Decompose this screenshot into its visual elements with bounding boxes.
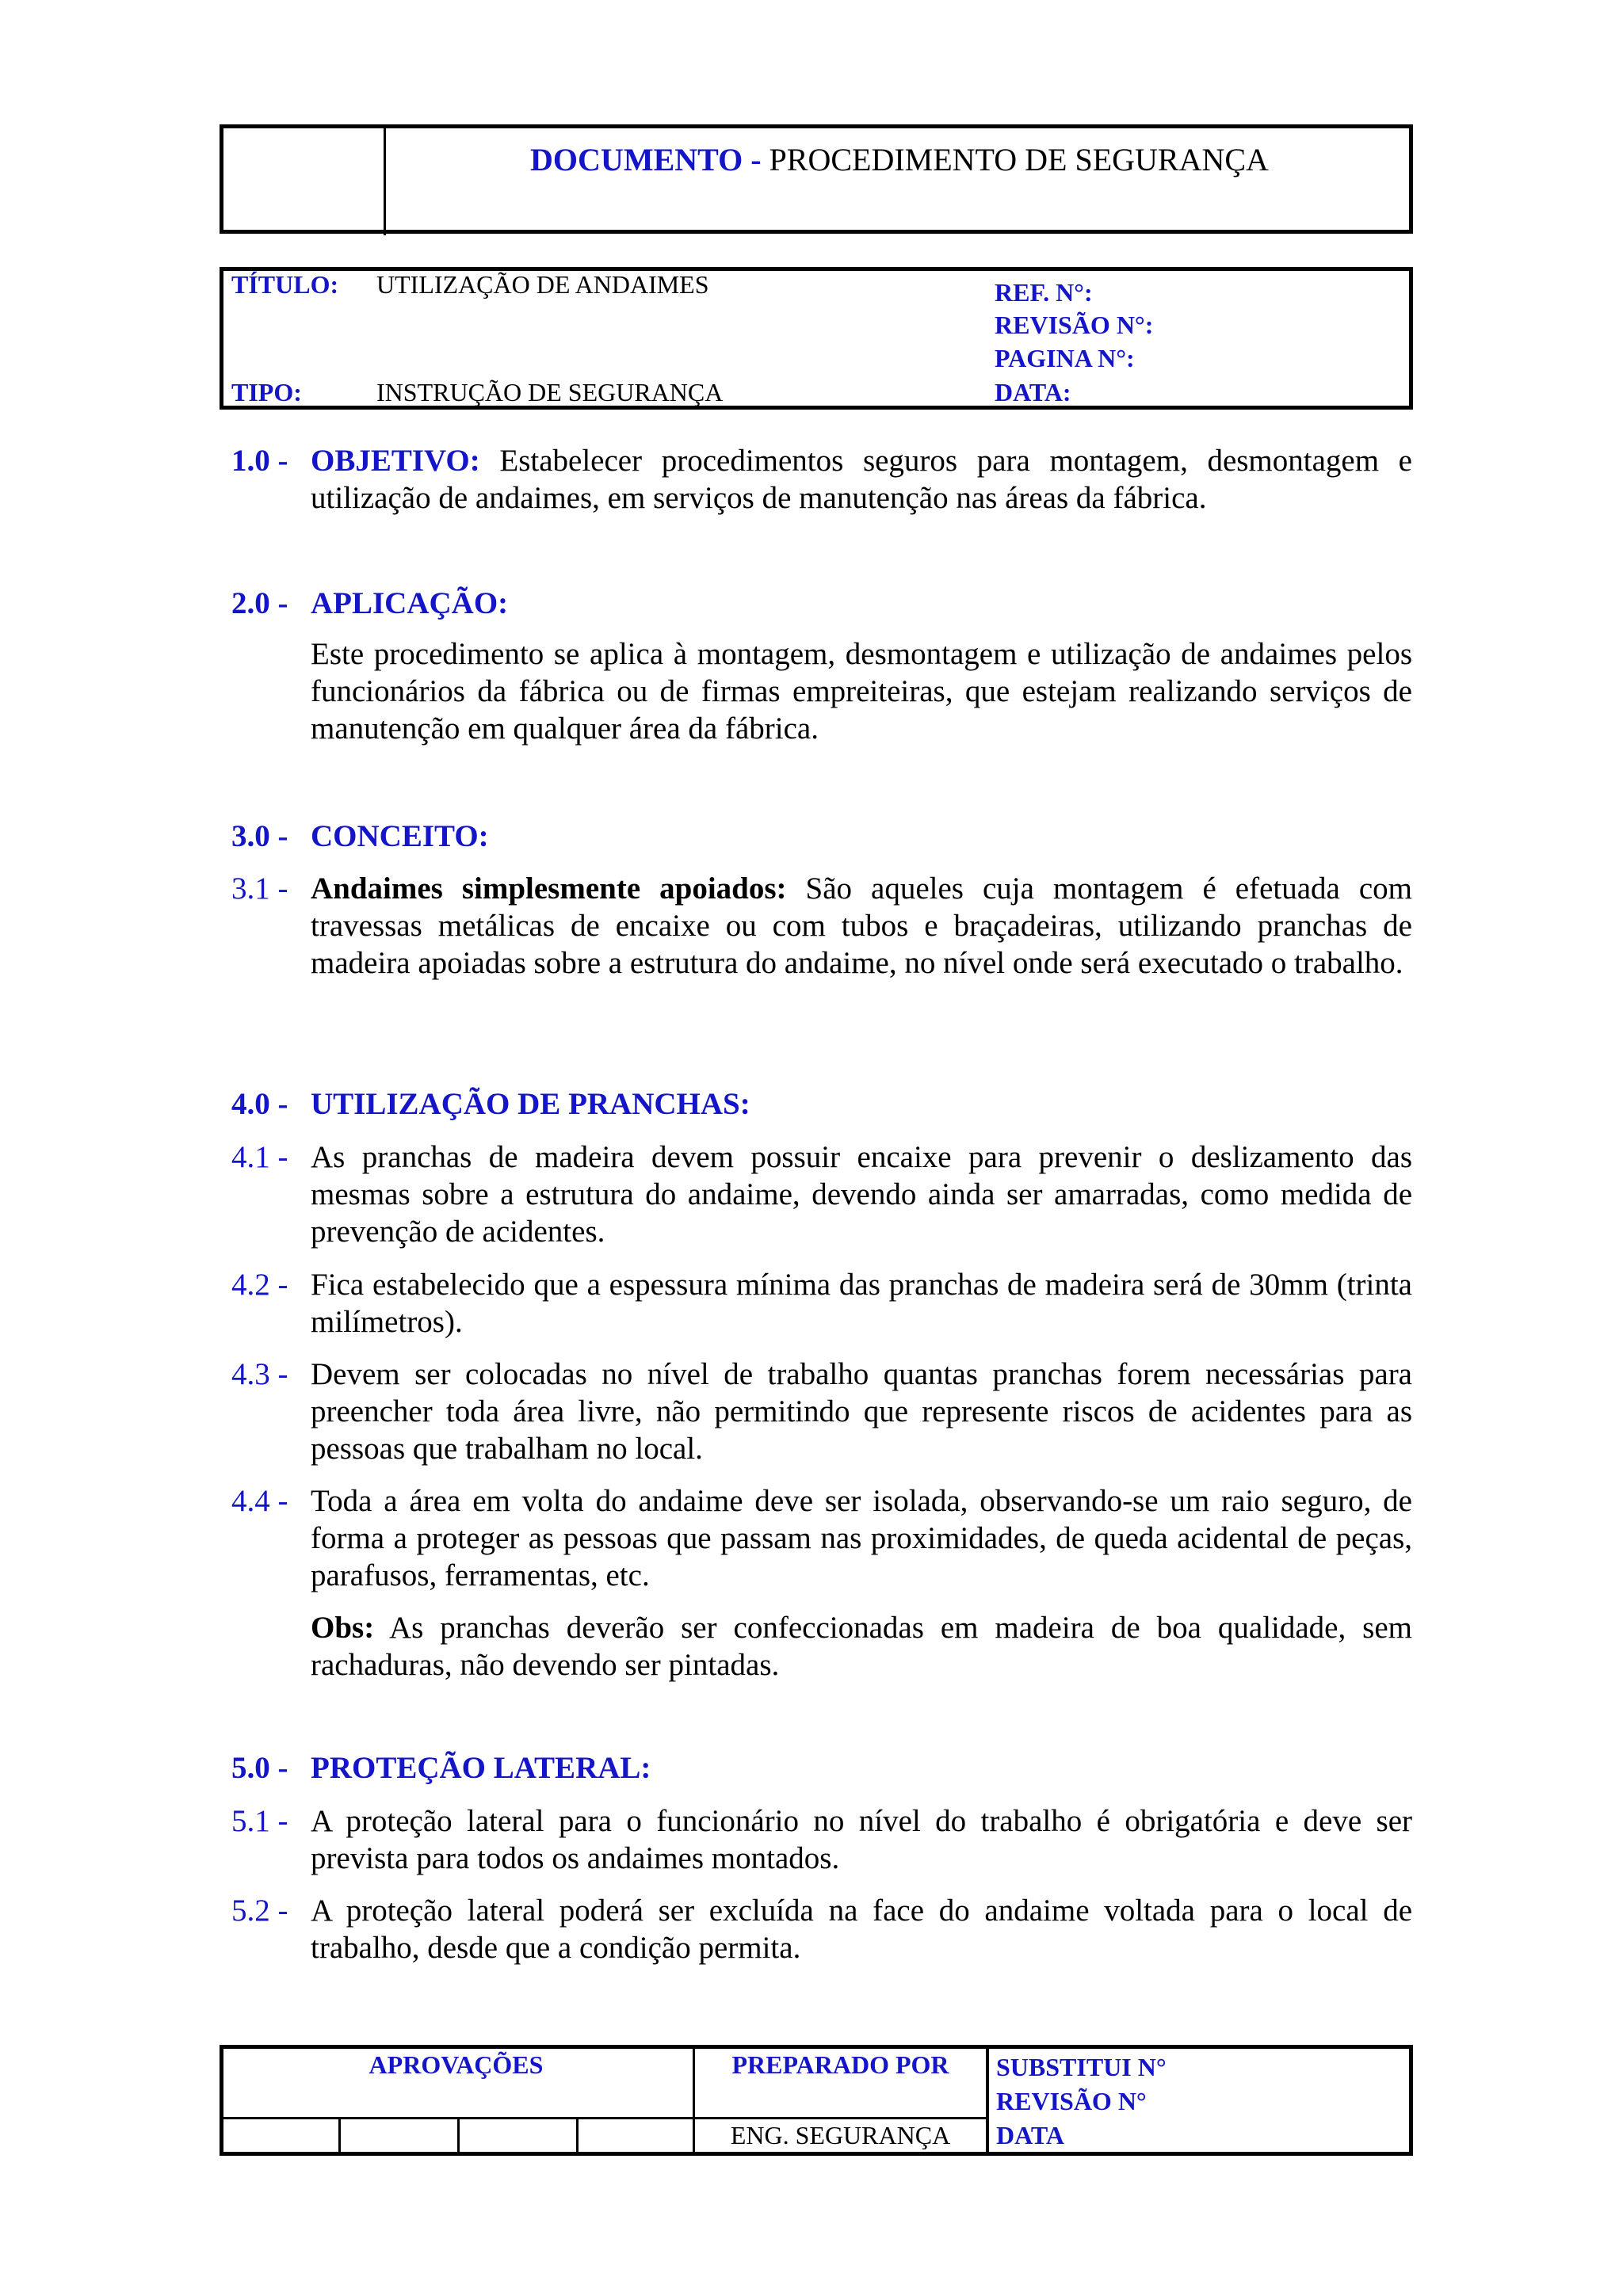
data-label: DATA:: [995, 378, 1071, 406]
item-4-3-number: 4.3 -: [231, 1357, 288, 1391]
item-5-2-number: 5.2 -: [231, 1894, 288, 1928]
preparado-por-value: ENG. SEGURANÇA: [730, 2121, 951, 2149]
section-1-title: OBJETIVO:: [311, 444, 480, 478]
approvals-divider-1: [338, 2117, 341, 2156]
approvals-divider-5: [986, 2045, 989, 2156]
section-5-title: PROTEÇÃO LATERAL:: [311, 1751, 651, 1785]
approvals-row-divider: [220, 2117, 988, 2119]
item-5-2-text: A proteção lateral poderá ser excluída na face do andaime voltada para o local de trabalho, desde que a condição permita.: [311, 1894, 1412, 1965]
document-title: [386, 141, 1413, 178]
item-3-1-text: [311, 870, 1412, 982]
section-2-title: APLICAÇÃO:: [311, 586, 509, 620]
section-1-text: [311, 442, 1412, 517]
item-3-1-number: 3.1 -: [231, 871, 288, 906]
section-3-number: 3.0 -: [231, 819, 288, 853]
footer-data-label: DATA: [996, 2121, 1064, 2149]
titulo-value: UTILIZAÇÃO DE ANDAIMES: [376, 270, 709, 299]
section-3-title: CONCEITO:: [311, 819, 489, 853]
observation-text: [311, 1609, 1412, 1684]
pagina-label: PAGINA N°:: [995, 344, 1135, 372]
section-2-number: 2.0 -: [231, 586, 288, 620]
section-4-heading: [231, 1085, 750, 1123]
item-3-1-term: Andaimes simplesmente apoiados:: [311, 871, 787, 906]
aprovacoes-label: APROVAÇÕES: [369, 2050, 544, 2079]
section-3-heading: [231, 818, 489, 855]
document-label: DOCUMENTO -: [530, 142, 762, 177]
item-4-2-number: 4.2 -: [231, 1268, 288, 1302]
revisao-label: REVISÃO N°:: [995, 311, 1154, 339]
section-5-number: 5.0 -: [231, 1751, 288, 1785]
item-4-4-text: Toda a área em volta do andaime deve ser isolada, observando-se um raio seguro, de forma a proteger as pessoas que passam nas proximidades, de queda acidental de peças, parafusos, ferramentas, etc.: [311, 1484, 1412, 1592]
approvals-divider-3: [576, 2117, 579, 2156]
preparado-por-label: PREPARADO POR: [731, 2050, 949, 2079]
item-4-3-text: Devem ser colocadas no nível de trabalho quantas pranchas forem necessárias para preencher toda área livre, não permitindo que represente riscos de acidentes para as pessoas que trabalham no local.: [311, 1357, 1412, 1466]
section-1-body: Estabelecer procedimentos seguros para montagem, desmontagem e utilização de andaimes, em serviços de manutenção nas áreas da fábrica.: [311, 444, 1412, 515]
section-5-heading: [231, 1749, 651, 1787]
section-1-number: 1.0 -: [231, 444, 288, 478]
section-1-heading: [231, 442, 288, 479]
item-5-1-number: 5.1 -: [231, 1804, 288, 1838]
titulo-label: TÍTULO:: [231, 270, 339, 299]
approvals-divider-2: [457, 2117, 460, 2156]
section-4-title: UTILIZAÇÃO DE PRANCHAS:: [311, 1087, 750, 1121]
logo-cell: [220, 124, 386, 235]
observation-body: As pranchas deverão ser confeccionadas em madeira de boa qualidade, sem rachaduras, não devendo ser pintadas.: [311, 1611, 1412, 1682]
item-3-1-body: São aqueles cuja montagem é efetuada com travessas metálicas de encaixe ou com tubos e braçadeiras, utilizando pranchas de madeira apoiadas sobre a estrutura do andaime, no nível onde será executado o trabalho.: [311, 871, 1412, 980]
tipo-label: TIPO:: [231, 378, 302, 406]
document-title-text: PROCEDIMENTO DE SEGURANÇA: [769, 142, 1269, 177]
item-5-1-text: A proteção lateral para o funcionário no nível do trabalho é obrigatória e deve ser prevista para todos os andaimes montados.: [311, 1804, 1412, 1875]
item-4-1-number: 4.1 -: [231, 1140, 288, 1174]
item-4-4-number: 4.4 -: [231, 1484, 288, 1518]
section-4-number: 4.0 -: [231, 1087, 288, 1121]
substitui-label: SUBSTITUI N°: [996, 2053, 1167, 2081]
section-2-text: Este procedimento se aplica à montagem, desmontagem e utilização de andaimes pelos funcionários da fábrica ou de firmas empreiteiras, que estejam realizando serviços de manutenção em qualquer área da fábrica.: [311, 637, 1412, 746]
observation-label: Obs:: [311, 1611, 375, 1645]
footer-revisao-label: REVISÃO N°: [996, 2087, 1147, 2115]
ref-label: REF. N°:: [995, 278, 1093, 307]
section-2-heading: [231, 585, 509, 622]
item-4-1-text: As pranchas de madeira devem possuir encaixe para prevenir o deslizamento das mesmas sobre a estrutura do andaime, devendo ainda ser amarradas, como medida de prevenção de acidentes.: [311, 1140, 1412, 1249]
tipo-value: INSTRUÇÃO DE SEGURANÇA: [376, 378, 724, 406]
item-4-2-text: Fica estabelecido que a espessura mínima das pranchas de madeira será de 30mm (trinta milímetros).: [311, 1268, 1412, 1339]
